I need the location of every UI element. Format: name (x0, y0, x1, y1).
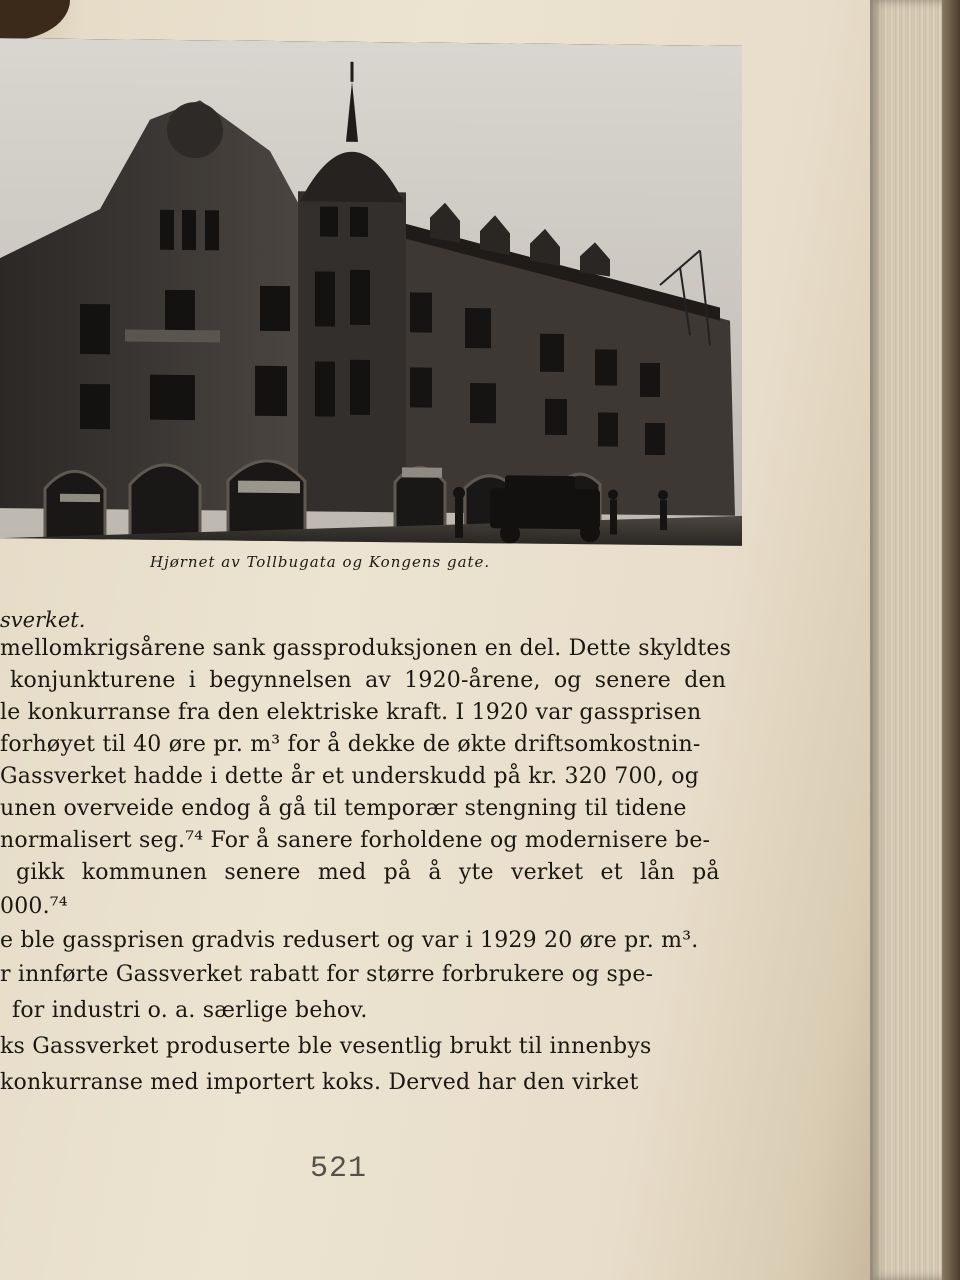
body-line: gikk kommunen senere med på å yte verket et lån på (16, 860, 720, 885)
building-illustration (0, 38, 742, 546)
body-line: le konkurranse fra den elektriske kraft. I 1920 var gassprisen (0, 700, 702, 725)
body-line: ks Gassverket produserte ble vesentlig brukt til innenbys (0, 1034, 652, 1059)
body-line: e ble gassprisen gradvis redusert og var i 1929 20 øre pr. m³. (0, 928, 699, 953)
body-line: forhøyet til 40 øre pr. m³ for å dekke de økte driftsomkostnin- (0, 732, 701, 757)
photo-caption: Hjørnet av Tollbugata og Kongens gate. (150, 553, 491, 571)
page-corner-shadow (0, 0, 70, 40)
body-line: unen overveide endog å gå til temporær stengning til tidene (0, 796, 687, 821)
body-line: Gassverket hadde i dette år et underskudd på kr. 320 700, og (0, 764, 699, 789)
page-number: 521 (310, 1152, 368, 1186)
body-line: for industri o. a. særlige behov. (12, 998, 368, 1023)
body-line: 000.⁷⁴ (0, 894, 68, 919)
book-cover-edge (942, 0, 960, 1280)
body-line: normalisert seg.⁷⁴ For å sanere forholdene og modernisere be- (0, 828, 711, 853)
body-line: r innførte Gassverket rabatt for større forbrukere og spe- (0, 962, 654, 987)
section-heading: sverket. (0, 608, 86, 632)
body-line: mellomkrigsårene sank gassproduksjonen en del. Dette skyldtes (0, 636, 732, 661)
body-line: konjunkturene i begynnelsen av 1920-årene, og senere den (10, 668, 727, 693)
body-line: konkurranse med importert koks. Derved har den virket (0, 1070, 639, 1095)
building-photo (0, 38, 742, 546)
